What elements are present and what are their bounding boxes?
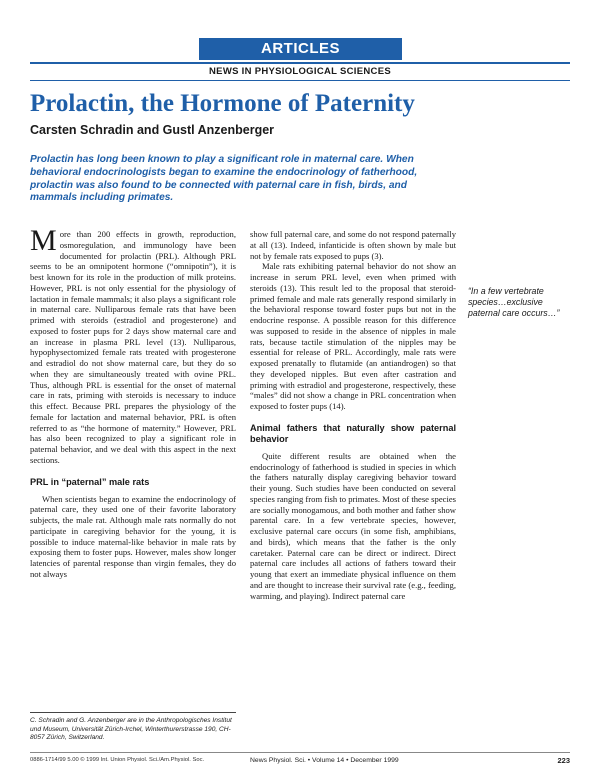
copyright-line: 0886-1714/99 5.00 © 1999 Int. Union Physiol. Sci./Am.Physiol. Soc. — [30, 757, 205, 763]
drop-cap: M — [30, 224, 57, 257]
header-rule — [30, 62, 570, 64]
author-affiliation-footnote: C. Schradin and G. Anzenberger are in the Anthropologisches Institut und Museum, Universität Zürich-Irchel, Winterthurerstrasse 190, CH-8057 Zürich, Switzerland. — [30, 717, 232, 741]
article-title: Prolactin, the Hormone of Paternity — [30, 90, 415, 117]
paragraph-serum-prl: Male rats exhibiting paternal behavior do not show an increase in serum PRL level, even when primed with steroids (13). This result led to the proposal that steroid-primed female and male rats generally respond similarly in the behavioral response toward foster pups but not in the endocrine response. A possible reason for this difference was supposed to reside in the absence of nipples in male rats, because tactile stimulation of the nipples may be essential for release of PRL. Accordingly, male rats were exposed prenatally to flutamide (an antiandrogen) so that they developed nipples. But even after castration and priming with estradiol and progesterone, respectively, these “males” did not show a change in PRL concentration when exposed to foster pups (14). — [250, 261, 456, 411]
section-heading-male-rats: PRL in “paternal” male rats — [30, 476, 150, 487]
header-rule-thin — [30, 80, 570, 81]
journal-citation: News Physiol. Sci. • Volume 14 • December 1999 — [250, 757, 399, 764]
body-column-middle — [250, 229, 456, 601]
article-abstract: Prolactin has long been known to play a significant role in maternal care. When behavioral endocrinologists began to examine the endocrinology of fatherhood, prolactin was also found to be connected with paternal care in fish, birds, and mammals including primates. — [30, 154, 418, 204]
intro-paragraph — [30, 224, 236, 466]
section-banner: ARTICLES — [199, 38, 402, 60]
pull-quote: “In a few vertebrate species…exclusive paternal care occurs…” — [468, 286, 560, 318]
section-label: NEWS IN PHYSIOLOGICAL SCIENCES — [209, 66, 391, 77]
page-number: 223 — [557, 756, 570, 765]
paragraph-continued: show full paternal care, and some do not respond paternally at all (13). Indeed, infanticide is often shown by male but not by female rats exposed to pups (3). — [250, 229, 456, 261]
section-heading-animal-fathers: Animal fathers that naturally show paternal behavior — [250, 422, 456, 444]
intro-text: ore than 200 effects in growth, reproduction, osmoregulation, and immunology have been documented for prolactin (PRL). Although PRL seems to be an omnipotent hormone (“omnipotin”), it is best known for its role in the production of milk proteins. However, PRL is not only essential for the physiology of lactation in female mammals; it also plays a significant role in maternal care. Nulliparous female rats that have been primed with steroids (estradiol and progesterone) and exposed to foster pups for 2 days show maternal care and an increase in plasma PRL level (13). Nulliparous, hypophysectomized female rats treated with progesterone and estradiol do not show maternal care, but they do so when they are simultaneously treated with ovine PRL. Thus, although PRL is essential for the onset of maternal care in rats, priming with steroids is necessary to induce this effect. Because PRL prepares the physiology of the female for lactation and maternal behavior, PRL is often referred to as “the hormone of maternity.” However, PRL has also been recognized to play a significant role in paternal behavior, and we deal with this aspect in the next sections. — [30, 229, 236, 465]
body-column-left — [30, 224, 236, 580]
article-authors: Carsten Schradin and Gustl Anzenberger — [30, 123, 275, 137]
paragraph-male-rats: When scientists began to examine the endocrinology of paternal care, they used one of their favorite laboratory subjects, the male rat. Although male rats normally do not participate in caregiving behavior for the young, it is possible to induce maternal-like behavior in male rats by exposing them to foster pups. However, males show longer latencies of parental response than virgin females, they do not always — [30, 493, 236, 579]
footnote-rule — [30, 712, 236, 713]
footer-rule — [30, 752, 570, 753]
paragraph-animal-fathers: Quite different results are obtained when the endocrinology of fatherhood is studied in species in which the fathers naturally display caregiving behavior toward their young. Such studies have been conducted on several species ranging from fish to primates. Most of these species are socially monogamous, and both mother and father show parental care. In a few vertebrate species, however, exclusive paternal care occurs (in some fish, amphibians, and birds), which means that the father is the only caretaker. Paternal care can be direct or indirect. Direct paternal care includes all actions of fathers toward their young that exert an immediate physical influence on them and are thought to increase their survival rate (e.g., feeding, warming, and playing). Indirect paternal care — [250, 450, 456, 601]
